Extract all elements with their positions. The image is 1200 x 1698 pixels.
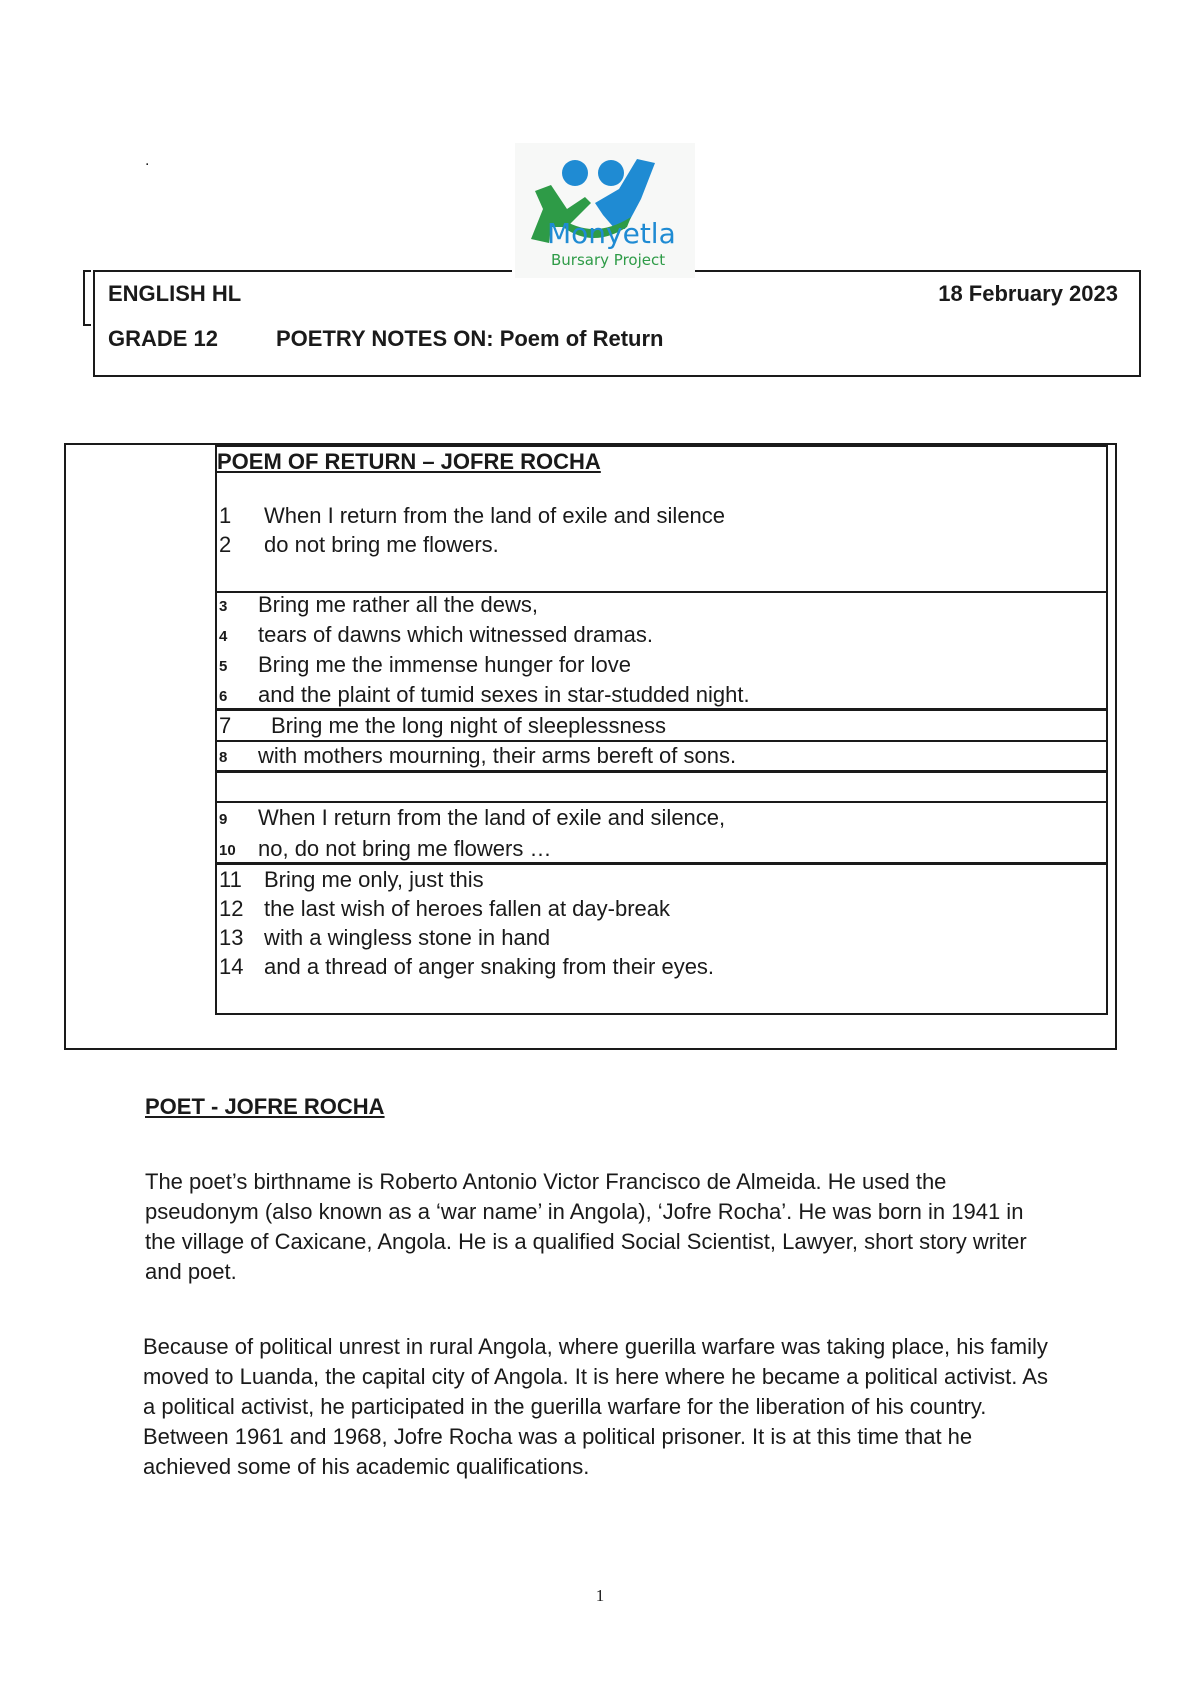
logo-graphic: [515, 143, 695, 278]
poem-line: Bring me the immense hunger for love: [258, 652, 631, 677]
poem-line: Bring me the long night of sleeplessness: [271, 713, 667, 738]
subject-label: ENGLISH HL: [108, 281, 242, 306]
poem-line: the last wish of heroes fallen at day-break: [264, 896, 671, 921]
line-number: 6: [219, 688, 228, 705]
poet-paragraph-2: Because of political unrest in rural Angola, where guerilla warfare was taking place, his family moved to Luanda, the capital city of Angola. It is here where he became a political activist. As a political activist, he participated in the guerilla warfare for the liberation of his country. Between 1961 and 1968, Jofre Rocha was a political prisoner. It is at this time that he achieved some of his academic qualifications.: [143, 1334, 1048, 1479]
line-number: 8: [219, 749, 228, 766]
line-number: 14: [219, 954, 244, 979]
monyetla-logo: [515, 143, 695, 278]
stanza-divider: [215, 801, 1108, 803]
poet-paragraph-1: The poet’s birthname is Roberto Antonio Victor Francisco de Almeida. He used the pseudonym (also known as a ‘war name’ in Angola), ‘Jofre Rocha’. He was born in 1941 in the village of Caxicane, Angola. He is a qualified Social Scientist, Lawyer, short story writer and poet.: [145, 1169, 1027, 1284]
logo-subtitle: Bursary Project: [551, 251, 666, 269]
notes-title: POETRY NOTES ON: Poem of Return: [276, 326, 664, 351]
poem-line: do not bring me flowers.: [264, 532, 499, 557]
stray-dot: .: [145, 152, 150, 169]
line-number: 4: [219, 628, 228, 645]
line-number: 5: [219, 658, 228, 675]
poem-line: Bring me only, just this: [264, 867, 484, 892]
stanza-divider: [215, 770, 1108, 773]
line-number: 12: [219, 896, 244, 921]
line-number: 9: [219, 811, 228, 828]
logo-head-right: [598, 160, 624, 186]
line-number: 3: [219, 598, 228, 615]
line-number: 1: [219, 503, 232, 528]
logo-name: Monyetla: [547, 217, 676, 250]
logo-head-left: [562, 160, 588, 186]
line-number: 13: [219, 925, 244, 950]
poem-line: no, do not bring me flowers …: [258, 836, 552, 861]
grade-label: GRADE 12: [108, 326, 219, 351]
header-box-notch: [83, 270, 91, 326]
poem-line: with mothers mourning, their arms bereft of sons.: [258, 743, 737, 768]
line-number: 2: [219, 532, 232, 557]
poem-line: tears of dawns which witnessed dramas.: [258, 622, 653, 647]
date-label: 18 February 2023: [938, 281, 1118, 306]
poem-line: When I return from the land of exile and silence: [264, 503, 726, 528]
line-number: 10: [219, 842, 236, 859]
poem-line: When I return from the land of exile and silence,: [258, 805, 726, 830]
poem-line: with a wingless stone in hand: [264, 925, 551, 950]
poem-line: and a thread of anger snaking from their eyes.: [264, 954, 715, 979]
poem-line: Bring me rather all the dews,: [258, 592, 539, 617]
line-number: 11: [219, 867, 242, 892]
poem-line: and the plaint of tumid sexes in star-studded night.: [258, 682, 750, 707]
poem-title: POEM OF RETURN – JOFRE ROCHA: [217, 449, 601, 474]
page-number: 1: [595, 1586, 605, 1605]
poet-heading: POET - JOFRE ROCHA: [145, 1094, 385, 1119]
line-number: 7: [219, 713, 232, 738]
